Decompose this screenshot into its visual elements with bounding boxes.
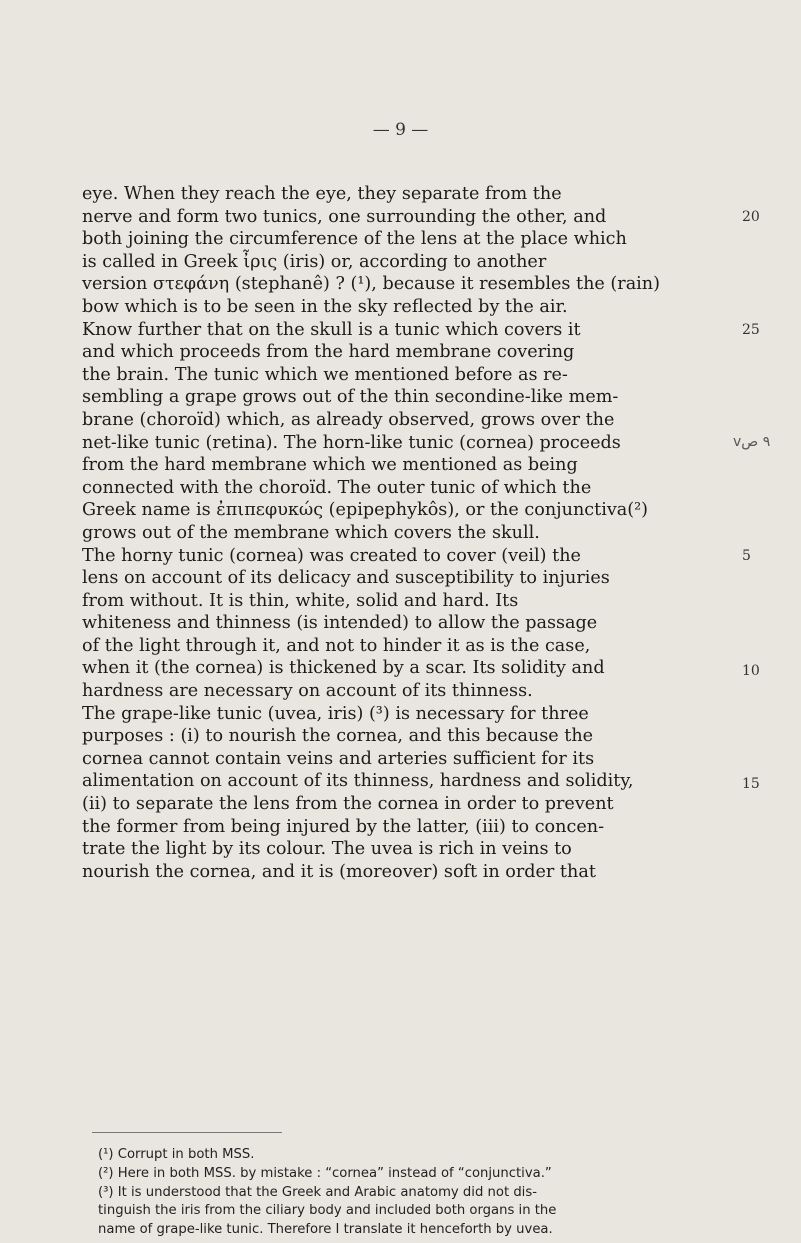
text-line: the former from being injured by the latter, (iii) to concen- <box>82 816 605 837</box>
margin-line-number: 10 <box>742 663 760 679</box>
text-line: from the hard membrane which we mentioned as being <box>82 455 578 476</box>
text-line: nerve and form two tunics, one surrounding the other, and <box>82 206 607 227</box>
text-line: the brain. The tunic which we mentioned before as re- <box>82 364 568 385</box>
footnote: (²) Here in both MSS. by mistake : “cornea” instead of “conjunctiva.” <box>98 1165 552 1181</box>
text-line: The horny tunic (cornea) was created to cover (veil) the <box>82 545 581 566</box>
text-line: net-like tunic (retina). The horn-like tunic (cornea) proceeds <box>82 432 621 453</box>
text-line: is called in Greek ἶρις (iris) or, according to another <box>82 251 547 272</box>
margin-annotation: v٩ ﺹ <box>733 434 771 450</box>
footnote-continuation: tinguish the iris from the ciliary body and included both organs in the <box>98 1203 557 1219</box>
margin-line-number: 5 <box>742 548 751 564</box>
text-line: and which proceeds from the hard membrane covering <box>82 342 575 363</box>
text-line: when it (the cornea) is thickened by a scar. Its solidity and <box>82 658 605 679</box>
text-line: connected with the choroïd. The outer tunic of which the <box>82 477 592 498</box>
footnote: (³) It is understood that the Greek and Arabic anatomy did not dis- <box>98 1184 537 1200</box>
text-line: both joining the circumference of the lens at the place which <box>82 229 627 250</box>
text-line: Greek name is ἐπιπεφυκώς (epipephykôs), or the conjunctiva(²) <box>82 500 649 521</box>
text-line: whiteness and thinness (is intended) to allow the passage <box>82 613 598 634</box>
text-line: brane (choroïd) which, as already observed, grows over the <box>82 409 615 430</box>
body-text <box>82 183 710 883</box>
text-line: The grape-like tunic (uvea, iris) (³) is necessary for three <box>82 703 589 724</box>
footnote: (¹) Corrupt in both MSS. <box>98 1147 255 1162</box>
text-line: Know further that on the skull is a tunic which covers it <box>82 319 581 340</box>
text-line: alimentation on account of its thinness, hardness and solidity, <box>82 771 634 792</box>
text-line: nourish the cornea, and it is (moreover) soft in order that <box>82 861 596 882</box>
text-line: (ii) to separate the lens from the cornea in order to prevent <box>82 794 614 815</box>
text-line: grows out of the membrane which covers the skull. <box>82 522 540 543</box>
text-line: lens on account of its delicacy and susceptibility to injuries <box>82 568 610 589</box>
text-line: purposes : (i) to nourish the cornea, and this because the <box>82 726 594 747</box>
footnote-divider <box>92 1132 282 1133</box>
text-line: cornea cannot contain veins and arteries sufficient for its <box>82 748 595 769</box>
text-line: bow which is to be seen in the sky reflected by the air. <box>82 296 568 317</box>
text-line: trate the light by its colour. The uvea is rich in veins to <box>82 839 572 860</box>
footnotes <box>98 1146 708 1240</box>
text-line: sembling a grape grows out of the thin secondine-like mem- <box>82 387 619 408</box>
page-number: — 9 — <box>372 120 429 140</box>
text-line: of the light through it, and not to hinder it as is the case, <box>82 635 591 656</box>
text-line: hardness are necessary on account of its thinness. <box>82 681 533 702</box>
text-line: version στεφάνη (stephanê) ? (¹), because it resembles the (rain) <box>82 274 660 295</box>
margin-line-number: 20 <box>742 209 760 225</box>
margin-line-number: 25 <box>742 322 760 338</box>
text-line: eye. When they reach the eye, they separate from the <box>82 184 562 204</box>
text-line: from without. It is thin, white, solid and hard. Its <box>82 590 519 611</box>
footnote-continuation: name of grape-like tunic. Therefore I translate it henceforth by uvea. <box>98 1222 553 1238</box>
margin-line-number: 15 <box>742 776 760 792</box>
